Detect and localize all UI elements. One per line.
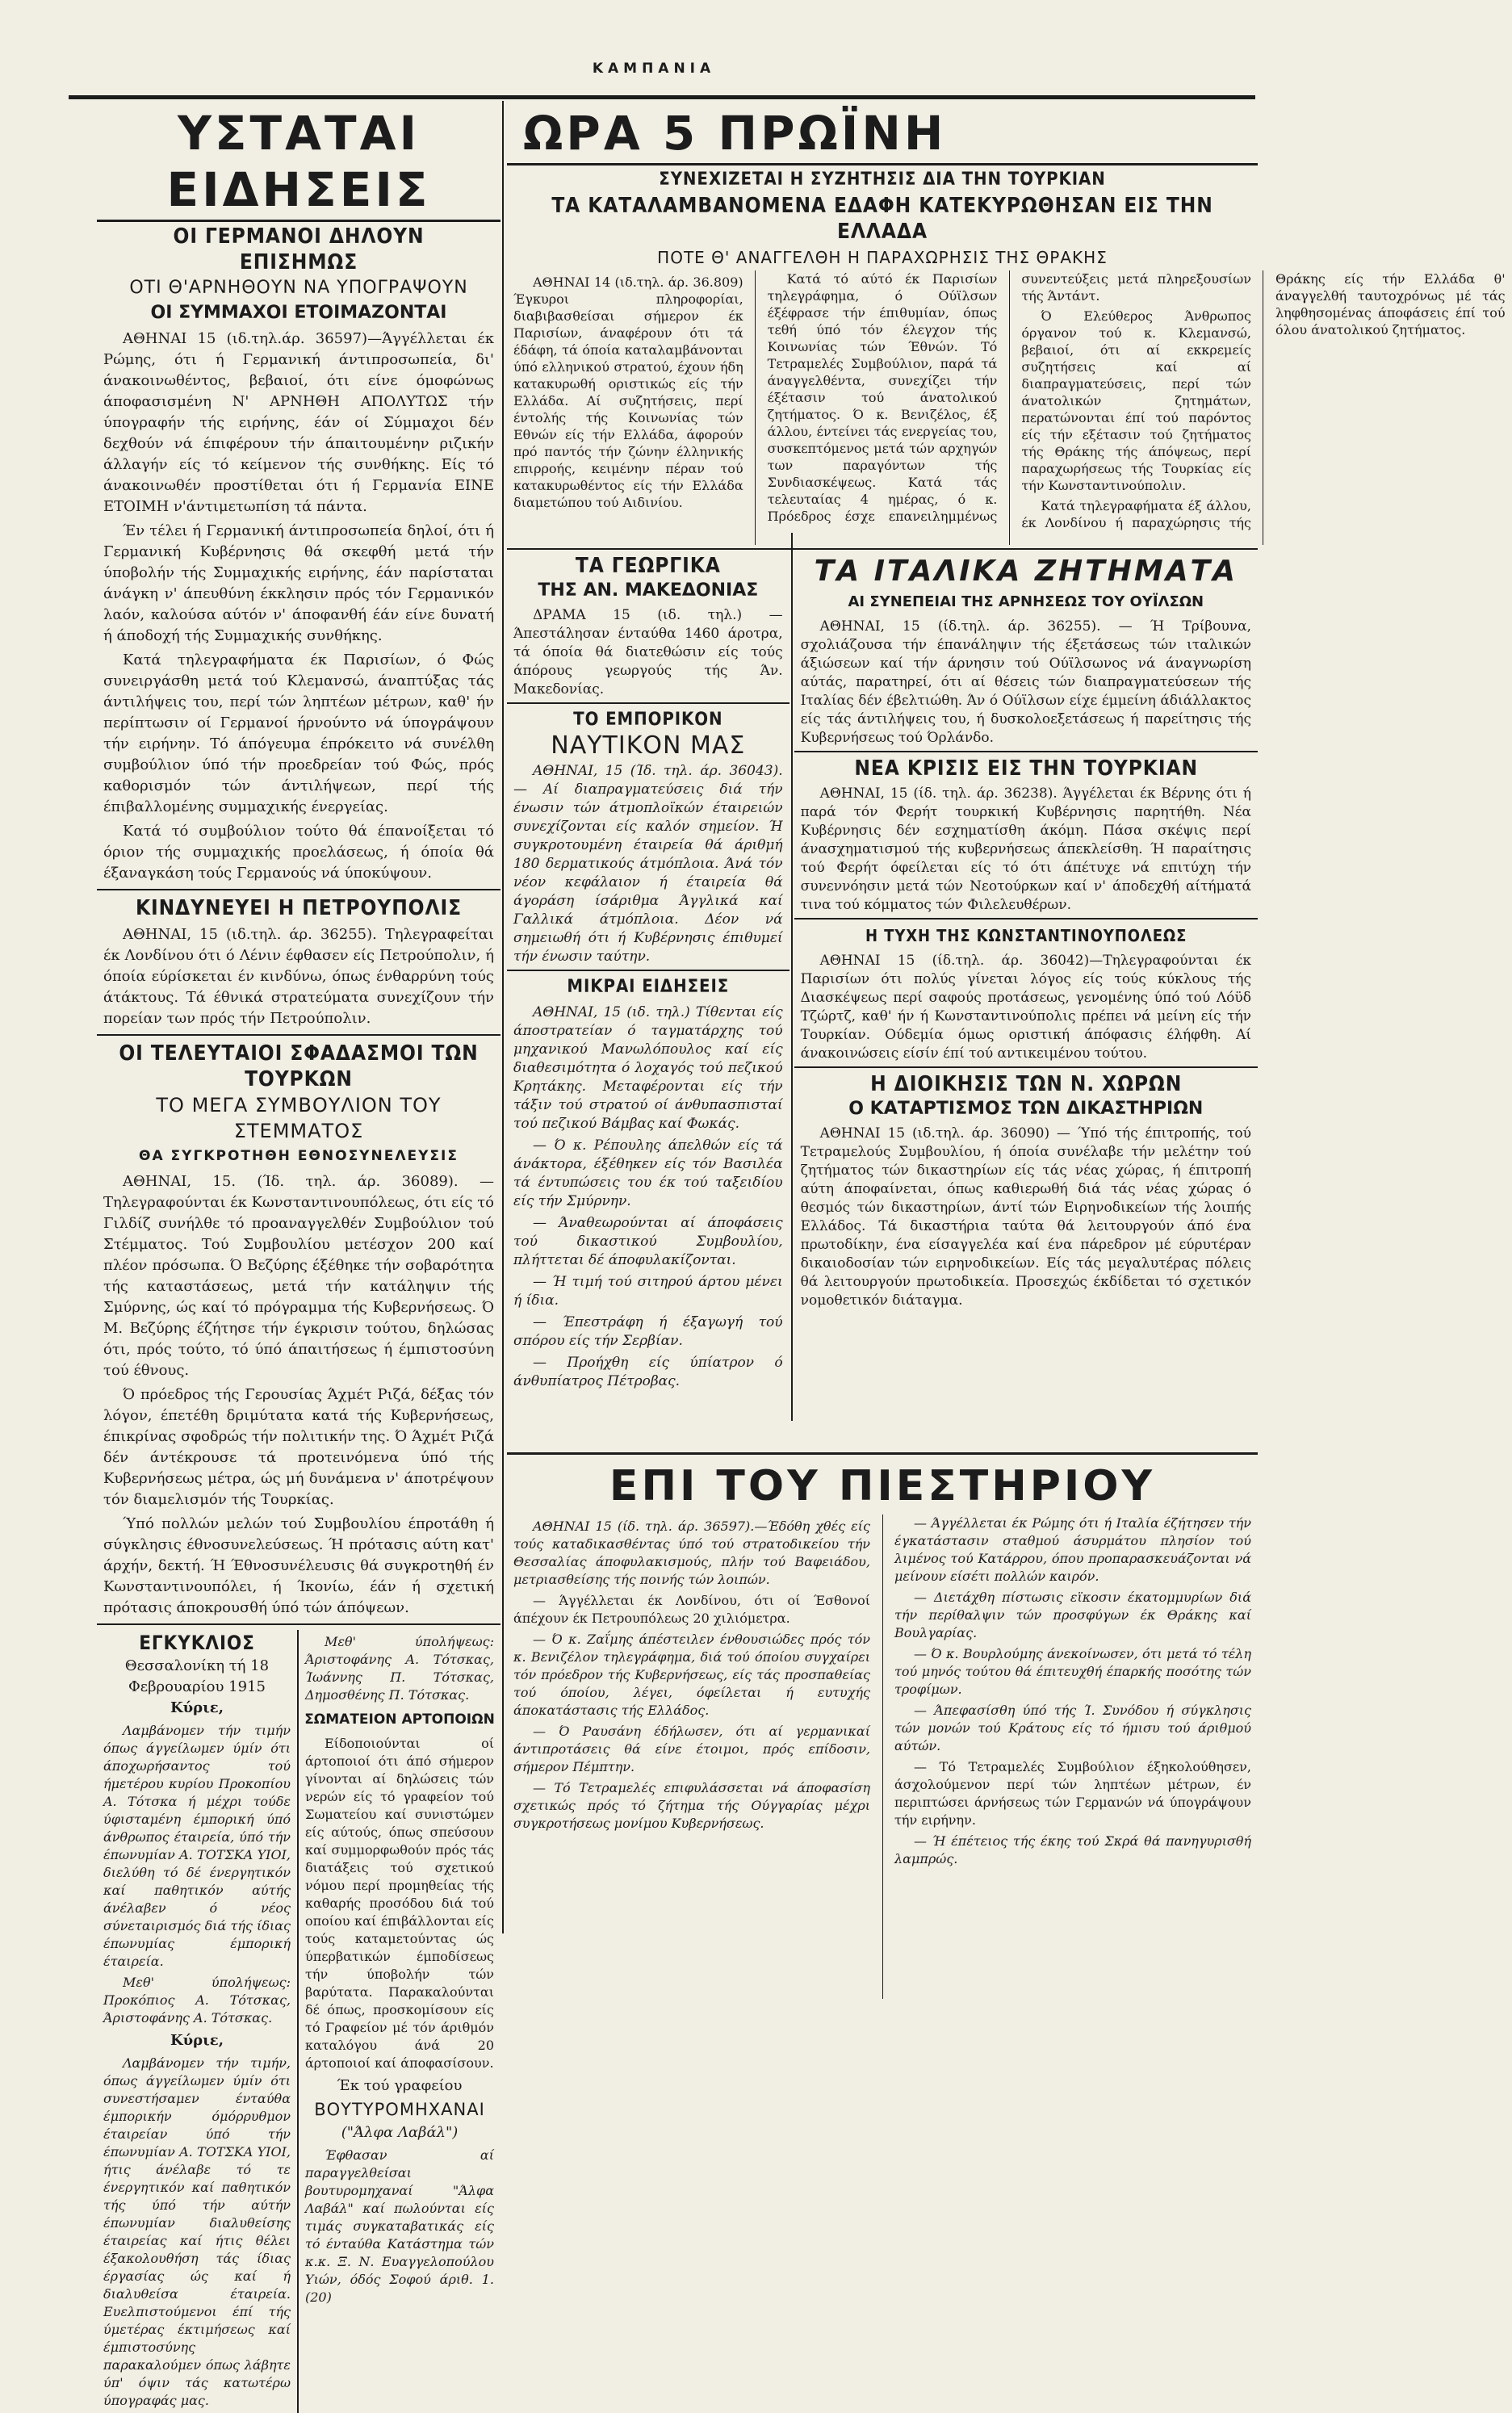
article-title: Η ΔΙΟΙΚΗΣΙΣ ΤΩΝ Ν. ΧΩΡΩΝ: [869, 1072, 1182, 1096]
article-title: ΣΥΝΕΧΙΖΕΤΑΙ Η ΣΥΖΗΤΗΣΙΣ ΔΙΑ ΤΗΝ ΤΟΥΡΚΙΑΝ: [659, 170, 1106, 190]
article-paragraph: ΑΘΗΝΑΙ 14 (ιδ.τηλ. άρ. 36.809) Έγκυροι πληροφορίαι, διαβιβασθείσαι σήμερον έκ Παρισίων, άναφέρουν ότι τά έδάφη, τά όποία καταλαμβάνονται ύπό ελληνικού στρατού, έχουν ήδη κατακυρωθή οριστικώς είς τήν Ελλάδα. Αί συζητήσεις, περί έντολής τής Κοινωνίας τών Εθνών είς τήν Ελλάδα, άφορούν πρό παντός τήν ζώνην έλληνικής επιρροής, κειμένην πέραν τού κατακυρωθέντος είς τήν Ελλάδα διαμετώπου τού Αιδινίου.: [513, 274, 743, 510]
article-paragraph: — Διετάχθη πίστωσις εϊκοσιν έκατομμυρίων διά τήν περίθαλψιν τών προσφύγων έκ Θράκης καί Βουλγαρίας.: [894, 1590, 1251, 1640]
notice-signature: Μεθ' ύπολήψεως: Άριστοφάνης Α. Τότσκας, Ίωάννης Π. Τότσκας, Δημοσθένης Π. Τότσκας.: [305, 1634, 494, 1703]
notice-signature: Μεθ' ύπολήψεως: Προκόπιος Α. Τότσκας, Άριστοφάνης Α. Τότσκας.: [103, 1975, 291, 2025]
article-subtitle: ΝΑΥΤΙΚΟΝ ΜΑΣ: [551, 731, 746, 760]
article-paragraph: ΑΘΗΝΑΙ 15 (ιδ.τηλ. άρ. 36090) — Ύπό τής έπιτροπής, τού Τετραμελούς Συμβουλίου, ή όποία συνέλαβε τήν μελέτην τού ζητήματος τών δικαστηρίων είς τάς νέας χώρας, ή έπιτροπή αύτη άποφαίνεται, όπως καθιερωθή διά τάς νέας χώρας ό θεσμός τών δικαστηρίων, άντί τών Ειρηνοδικείων τής λοιπής Ελλάδος. Τά δικαστήρια ταύτα θά λειτουργούν άπό ένα πρωτοδίκην, ένα είσαγγελέα καί ένα πάρεδρον μέ εύρυτέραν δικαιοδοσίαν τών ειρηνοδικείων. Είς τάς μεγαλυτέρας πόλεις θά λειτουργούν πρωτοδικεία. Προσεχώς έκδίδεται τό σχετικόν νομοθετικόν διάταγμα.: [800, 1125, 1251, 1309]
article-title: ΟΙ ΤΕΛΕΥΤΑΙΟΙ ΣΦΑΔΑΣΜΟΙ ΤΩΝ ΤΟΥΡΚΩΝ: [119, 1041, 479, 1091]
section-rule: [507, 702, 790, 704]
article-subtitle: ΤΗΣ ΑΝ. ΜΑΚΕΔΟΝΙΑΣ: [538, 580, 759, 601]
ad-title: ΒΟΥΤΥΡΟΜΗΧΑΝΑΙ: [314, 2100, 485, 2119]
article-paragraph: ΑΘΗΝΑΙ 15 (ίδ.τηλ. άρ. 36042)—Τηλεγραφούνται έκ Παρισίων ότι πολύς γίνεται λόγος είς τούς κύκλους τής Διασκέψεως περί σαφούς προτάσεως, γενομένης ύπό τού Λόϋδ Τζώρτζ, καθ' ήν ή Κωνσταντινούπολις πρέπει νά μείνη είς τήν Τουρκίαν. Ούδεμία όμως οριστική άπόφασις έλήφθη. Αί άνακοινώσεις είσίν έπί τού αντικειμένου τούτου.: [800, 953, 1251, 1062]
article-subtitle: ΟΤΙ Θ'ΑΡΝΗΘΟΥΝ ΝΑ ΥΠΟΓΡΑΨΟΥΝ: [129, 278, 468, 298]
article-paragraph: — Άγγέλλεται έκ Λονδίνου, ότι οί Έσθονοί άπέχουν έκ Πετρουπόλεως 20 χιλιόμετρα.: [513, 1593, 870, 1626]
article-paragraph: — Άγγέλλεται έκ Ρώμης ότι ή Ιταλία έζήτησεν τήν έγκατάστασιν σταθμού άσυρμάτου πλησίον τού λιμένος τού Κατάρρου, όπου προπαρασκευάζονται νά μείνουν είσέτι πολλών καιρόν.: [894, 1515, 1251, 1584]
article-turks: [97, 1041, 501, 1619]
article-paragraph: — Τό Τετραμελές επιφυλάσσεται νά άποφασίση σχετικώς πρός τό ζήτημα τής Ούγγαρίας μέχρι συγκροτήσεως μονίμου Κυβερνήσεως.: [513, 1780, 870, 1831]
notice-date: Θεσσαλονίκη τή 18 Φεβρουαρίου 1915: [124, 1657, 270, 1695]
left-bottom-right: [299, 1630, 501, 2413]
left-bottom-row: [97, 1630, 501, 2413]
bakers-title: ΣΩΜΑΤΕΙΟΝ ΑΡΤΟΠΟΙΩΝ: [304, 1711, 495, 1728]
article-paragraph: ΑΘΗΝΑΙ, 15 (Ίδ. τηλ. άρ. 36043). — Αί διαπραγματεύσεις διά τήν ένωσιν τών άτμοπλοϊκών έταιρειών συνεχίζονται είς καλόν σημείον. Ή συγκροτουμένη έταιρεία θά άριθμή 180 δερματικούς άτμόπλοια. Άνά τόν νέον κεφάλαιον ή έταιρεία θά άγοράση ίσάριθμα Άγγλικά καί Γαλλικά άτμόπλοια. Δέον νά σημειωθή ότι ή Κυβέρνησις έπιθυμεί τήν ένωσιν ταύτην.: [513, 763, 783, 965]
masthead: [48, 61, 1259, 93]
article-paragraph: ΑΘΗΝΑΙ 15 (ιδ.τηλ.άρ. 36597)—Άγγέλλεται έκ Ρώμης, ότι ή Γερμανική άντιπροσωπεία, δι' άνακοινωθέντος, βεβαιοί, ότι είνε όμοφώνως άποφασισμένη Ν' ΑΡΝΗΘΗ ΑΠΟΛΥΤΩΣ τήν ύπογραφήν τής ειρήνης, έάν οί Σύμμαχοι δέν δεχθούν νά έπιφέρουν τήν άπαιτουμένην ριζικήν άλλαγήν είς τό κείμενον τής συνθήκης. Είς τό άνακοινωθέν προστίθεται ότι ή Γερμανία ΕΙΝΕ ΕΤΟΙΜΗ ν'άντιμετωπίση τά πάντα.: [103, 330, 494, 515]
article-paragraph: — Ό Ραυσάνη έδήλωσεν, ότι αί γερμανικαί άντιπροτάσεις θά είνε έτοιμοι, πρός επίδοσιν, σήμερον Πέμπτην.: [513, 1724, 870, 1774]
article-paragraph: Έν τέλει ή Γερμανική άντιπροσωπεία δηλοί, ότι ή Γερμανική Κυβέρνησις θά σκεφθή μετά τήν ύποβολήν τής Συμμαχικής ειρήνης, έάν παρίσταται άνάγκη ν' άπευθύνη έκκλησιν πρός τόν Γερμανικόν λαόν, καλούσα αύτόν ν' άποφανθή έάν είνε δυνατή ή άποδοχή τής Συμμαχικής συνθήκης.: [103, 522, 494, 644]
masthead-name: ΚΑΜΠΑΝΙΑ: [592, 61, 716, 77]
article-subtitle: ΤΑ ΚΑΤΑΛΑΜΒΑΝΟΜΕΝΑ ΕΔΑΦΗ ΚΑΤΕΚΥΡΩΘΗΣΑΝ ΕΙΣ ΤΗΝ ΕΛΛΑΔΑ: [551, 194, 1213, 244]
article-paragraph: ΑΘΗΝΑΙ, 15 (ιδ. τηλ.) Τίθενται είς άποστρατείαν ό ταγματάρχης τού μηχανικού Μανωλόπουλος καί είς διαθεσιμότητα ό λοχαγός τού πεζικού Κρητάκης. Μεταφέρονται είς τήν τάξιν τού στρατού οί άνθυπασπισταί τού πεζικού Βάμβας καί Φωκάς.: [513, 1004, 783, 1132]
article-paragraph: Κατά τό συμβούλιον τούτο θά έπανοίξεται τό όριον τής συμμαχικής προελάσεως, ή όποία θά έξαναγκάση τούς Γερμανούς νά ύποκύψουν.: [103, 823, 494, 882]
col-rule-1: [502, 101, 504, 1933]
article-title: ΤΑ ΙΤΑΛΙΚΑ ΖΗΤΗΜΑΤΑ: [814, 555, 1238, 588]
bakers-signature: Έκ τού γραφείου: [337, 2077, 463, 2094]
article-subtitle-2: ΠΟΤΕ Θ' ΑΝΑΓΓΕΛΘΗ Η ΠΑΡΑΧΩΡΗΣΙΣ ΤΗΣ ΘΡΑΚΗΣ: [657, 248, 1108, 267]
article-paragraph: — Ό κ. Ζαΐμης άπέστειλεν ένθουσιώδες πρός τόν κ. Βενιζέλον τηλεγράφημα, διά τού όποίου συγχαίρει τόν πρόεδρον τής Κυβερνήσεως, είς τάς προσπαθείας τού όποίου, λέγει, όφείλεται ή ευτυχής άποκατάστασις τής Ελλάδος.: [513, 1632, 870, 1718]
article-germans: [97, 224, 501, 884]
article-title: ΜΙΚΡΑΙ ΕΙΔΗΣΕΙΣ: [567, 977, 730, 997]
article-paragraph: Ύπό πολλών μελών τού Συμβουλίου έπροτάθη ή σύγκλησις έθνοσυνελεύσεως. Ή πρότασις αύτη κατ' άρχήν, δεκτή. Ή Έθνοσυνέλευσις θά συγκροτηθή έν Κωνσταντινουπόλει, ή Ίκονίω, έάν ή σχετική πρότασις άποκρουσθή ύπό τών άπόψεων.: [103, 1515, 494, 1616]
article-paragraph: Κατά τό αύτό έκ Παρισίων τηλεγράφημα, ό Ούϊλσων έξέφρασε τήν έπιθυμίαν, όπως τεθή ύπό τόν έλεγχον τής Κοινωνίας τών Έθνών. Τό Τετραμελές Συμβούλιον, παρά τά άναγγελθέντα, συνεχίζει τήν έξέτασιν τού άνατολικού ζητήματος. Ό κ. Βενιζέλος, έξ άλλου, έντείνει τάς ενεργείας του, συσκεπτόμενος μετά τών αρχηγών των παραγόντων τής Συνδιασκέψεως. Κατά τάς τελευταίας 4 ημέρας, ό κ. Πρόεδρος έσχε επανειλημμένως συνεντεύξεις μετά πληρεξουσίων τής Άντάντ.: [767, 271, 1251, 524]
ad-subtitle: ("Άλφα Λαβάλ"): [341, 2124, 459, 2141]
left-column: [97, 105, 501, 2408]
section-rule: [507, 548, 1258, 550]
article-body: [507, 1514, 1258, 1999]
article-title: ΚΙΝΔΥΝΕΥΕΙ Η ΠΕΤΡΟΥΠΟΛΙΣ: [136, 896, 462, 920]
article-subtitle-2: ΟΙ ΣΥΜΜΑΧΟΙ ΕΤΟΙΜΑΖΟΝΤΑΙ: [150, 303, 447, 323]
article-paragraph: — Προήχθη είς ύπίατρον ό άνθυπίατρος Πέτροβας.: [513, 1355, 783, 1389]
article-subtitle-2: ΘΑ ΣΥΓΚΡΟΤΗΘΗ ΕΘΝΟΣΥΝΕΛΕΥΣΙΣ: [139, 1148, 459, 1164]
right-mid-left: [507, 553, 790, 1449]
ad-paragraph: Έφθασαν αί παραγγελθείσαι βουτυρομηχαναί "Άλφα Λαβάλ" καί πωλούνται είς τιμάς συγκαταβατικάς είς τό ένταύθα Κατάστημα τών κ.κ. Ξ. Ν. Ευαγγελοπούλου Υιών, όδός Σοφού άριθ. 1. (20): [305, 2147, 494, 2305]
article-title: ΤΟ ΕΜΠΟΡΙΚΟΝ: [573, 710, 723, 730]
article-paragraph: Κατά τηλεγραφήματα έκ Παρισίων, ό Φώς συνειργάσθη μετά τού Κλεμανσώ, άναπτύξας τάς άντιλήψεις του, περί τών ληπτέων μέτρων, καθ' ήν περίπτωσιν οί Γερμανοί ήρνούντο νά ύπογράψουν τήν ειρήνην. Τό άπόγευμα έπρόκειτο νά συνέλθη συμβούλιον ύπό τήν προεδρείαν τού Φώς, πρός καθορισμόν τών άντιλήψεων, περί τής έπιβαλλομένης συμμαχικής ένεργείας.: [103, 651, 494, 815]
section-rule: [507, 1452, 1258, 1455]
right-mid-right: [790, 553, 1258, 1449]
header-rule: [507, 163, 1258, 165]
section-rule: [794, 1066, 1258, 1068]
article-paragraph: Ό πρόεδρος τής Γερουσίας Άχμέτ Ριζά, δέξας τόν λόγον, έπετέθη δριμύτατα κατά τής Κυβερνήσεως, έπικρίνας σφοδρώς τήν πολιτικήν της. Ό Άχμέτ Ριζά δέν άντέκρουσε τά προτεινόμενα ύπό τής Κυβερνήσεως μέτρα, ώς μή δυνάμενα ν' άποτρέψουν τόν διαμελισμόν τής Τουρκίας.: [103, 1386, 494, 1508]
right-middle-row: [507, 553, 1258, 1449]
article-paragraph: — Τό Τετραμελές Συμβούλιον έξηκολούθησεν, άσχολούμενον περί τών ληπτέων μέτρων, έν περιπτώσει άρνήσεως τών Γερμανών νά ύπογράψουν τήν ειρήνην.: [894, 1759, 1251, 1828]
article-paragraph: Ό Ελεύθερος Άνθρωπος όργανον τού κ. Κλεμανσώ, βεβαιοί, ότι αί εκκρεμείς συζητήσεις καί αί διαπραγματεύσεις, περί τών άνατολικών ζητημάτων, περατώνονται έπί τού παρόντος είς τήν εξέτασιν τού ζητήματος τής Θράκης τής άπόψεως, περί παραχωρήσεως τής Τουρκίας είς τήν Κωνσταντινούπολιν.: [1021, 308, 1251, 493]
article-paragraph: — Ή τιμή τού σιτηρού άρτου μένει ή ίδια.: [513, 1274, 783, 1309]
article-subtitle: ΑΙ ΣΥΝΕΠΕΙΑΙ ΤΗΣ ΑΡΝΗΣΕΩΣ ΤΟΥ ΟΥΪΛΣΩΝ: [848, 593, 1204, 610]
circular-notice: [97, 1630, 299, 2413]
article-title: ΝΕΑ ΚΡΙΣΙΣ ΕΙΣ ΤΗΝ ΤΟΥΡΚΙΑΝ: [854, 756, 1198, 781]
article-paragraph: ΑΘΗΝΑΙ, 15 (ίδ.τηλ. άρ. 36255). — Ή Τρίβουνα, σχολιάζουσα τήν έπανάληψιν τής έξετάσεως τών ιταλικών άξιώσεων καί τήν άρνησιν τού Ούϊλσωνος νά άναγνωρίση αύτάς, παρατηρεί, ότι αί θέσεις τών διαπραγματεύσεων τής Ιταλίας δέν έβελτιώθη. Άν ό Ούϊλσων είχε έμμείνη άδιάλλακτος είς τάς άντιλήψεις του, ή δυσκολοεξετάσεως ή παρείτησις τής Κυβερνήσεως τού Όρλάνδο.: [800, 618, 1251, 746]
bakers-paragraph: Είδοποιούνται οί άρτοποιοί ότι άπό σήμερον γίνονται αί δηλώσεις τών νερών είς τό γραφείον τού Σωματείου καί συνιστώμεν είς αύτούς, όπως σπεύσουν καί συμμορφωθούν πρός τάς διατάξεις τού σχετικού νόμου περί προμηθείας τής καθαρής προσόδου διά τού οποίου καί έπιβάλλονται είς τούς καταμετούντας ώς ύπερβατικών έμποδίσεως τήν ύποβολήν τών βαρύτατα. Παρακαλούνται δέ όπως, προσκομίσουν είς τό Γραφείον μέ τόν άριθμόν καταλόγου άνά 20 άρτοποιοί καί άποφασίσουν.: [305, 1736, 494, 2071]
right-header: ΩΡΑ 5 ΠΡΩΪΝΗ: [523, 106, 947, 161]
notice-greeting: Κύριε,: [170, 2032, 224, 2049]
article-title: ΤΑ ΓΕΩΡΓΙΚΑ: [575, 554, 721, 578]
section-rule: [794, 751, 1258, 752]
notice-title: ΕΓΚΥΚΛΙΟΣ: [139, 1632, 255, 1654]
section-rule: [794, 918, 1258, 920]
notice-paragraph: Λαμβάνομεν τήν τιμήν όπως άγγείλωμεν ύμίν ότι άποχωρήσαντος τού ήμετέρου κυρίου Προκοπίου Α. Τότσκα ή μέχρι τούδε ύφισταμένη έμπορική ύπό άνθρωπος έταιρεία, ύπό τήν έπωνυμίαν Α. ΤΟΤΣΚΑ ΥΙΟΙ, διελύθη τό δέ ένεργητικόν καί παθητικόν αύτής άνέλαβεν ό νέος σύνεταιρισμός διά τής ίδιας έπωνυμίας έμπορική έταιρεία.: [103, 1723, 291, 1969]
article-title: ΕΠΙ ΤΟΥ ΠΙΕΣΤΗΡΙΟΥ: [609, 1462, 1156, 1510]
article-paragraph: — Ή έπέτειος τής έκης τού Σκρά θά πανηγυρισθή λαμπρώς.: [894, 1833, 1251, 1866]
header-rule: [97, 220, 501, 222]
article-paragraph: ΑΘΗΝΑΙ, 15 (ιδ.τηλ. άρ. 36255). Τηλεγραφείται έκ Λονδίνου ότι ό Λένιν έφθασεν είς Πετρούπολιν, ή όποία εύρίσκεται έν κινδύνω, όπως ένθαρρύνη τούς άτάκτους. Τά έθνικά στρατεύματα συνεχίζουν τήν πορείαν των πρός τήν Πετρούπολιν.: [103, 926, 494, 1027]
section-rule: [97, 889, 501, 890]
article-paragraph: ΑΘΗΝΑΙ, 15. (Ίδ. τηλ. άρ. 36089). — Τηλεγραφούνται έκ Κωνσταντινουπόλεως, ότι είς τό Γιλδίζ συνήλθε τό προαναγγελθέν Συμβούλιον τού Στέμματος. Τού Συμβουλίου μετέσχον 200 καί πλέον πρόσωπα. Ό Βεζύρης έξέθηκε τήν σοβαρότητα τής καταστάσεως, μετά τήν κατάληψιν τής Σμύρνης, ώς καί τό πρόγραμμα τής Κυβερνήσεως. Ό Μ. Βεζύρης έζήτησε τήν έγκρισιν τούτου, δηλώσας ότι, πρός τούτο, τό ύπό άπαιτήσεως ή έμπιστοσύνη τού έθνους.: [103, 1173, 494, 1379]
article-paragraph: — Άναθεωρούνται αί άποφάσεις τού δικαστικού Συμβουλίου, πλήττεται δέ άποφυλακίζονται.: [513, 1215, 783, 1268]
article-title: Η ΤΥΧΗ ΤΗΣ ΚΩΝΣΤΑΝΤΙΝΟΥΠΟΛΕΩΣ: [865, 926, 1187, 945]
notice-paragraph: Λαμβάνομεν τήν τιμήν, όπως άγγείλωμεν ύμίν ότι συνεστήσαμεν ένταύθα έμπορικήν όμόρρυθμον έταιρείαν ύπό τήν έπωνυμίαν Α. ΤΟΤΣΚΑ ΥΙΟΙ, ήτις άνέλαβε τό τε ένεργητικόν καί παθητικόν τής ύπό τήν αύτήν έπωνυμίαν διαλυθείσης έταιρείας καί ήτις θέλει έξακολουθήση τάς ίδιας έργασίας ώς καί ή διαλυθείσα έταιρεία. Ευελπιστούμενοι έπί τής ύμετέρας έκτιμήσεως καί έμπιστοσύνης παρακαλούμεν όπως λάβητε ύπ' όψιν τάς κατωτέρω ύπογραφάς μας.: [103, 2055, 291, 2408]
section-rule: [97, 1623, 501, 1625]
article-subtitle: ΤΟ ΜΕΓΑ ΣΥΜΒΟΥΛΙΟΝ ΤΟΥ ΣΤΕΜΜΑΤΟΣ: [156, 1094, 442, 1142]
article-paragraph: — Έπεστράφη ή έξαγωγή τού σπόρου είς τήν Σερβίαν.: [513, 1314, 783, 1349]
article-paragraph: ΑΘΗΝΑΙ 15 (ίδ. τηλ. άρ. 36597).—Έδόθη χθές είς τούς καταδικασθέντας ύπό τού στρατοδικείου τήν Θεσσαλίας άποφυλακισμούς, πλήν τού Βαφειάδου, μετριασθείσης τής ποινής τών λοιπών.: [513, 1519, 870, 1587]
notice-greeting: Κύριε,: [170, 1699, 224, 1716]
section-rule: [507, 970, 790, 971]
article-petroupolis: [97, 895, 501, 1029]
article-paragraph: ΔΡΑΜΑ 15 (ιδ. τηλ.) — Άπεστάλησαν ένταύθα 1460 άροτρα, τά όποία θά διατεθώσιν είς τούς άπόρους γεωργούς τής Άν. Μακεδονίας.: [513, 607, 783, 698]
article-paragraph: ΑΘΗΝΑΙ, 15 (ίδ. τηλ. άρ. 36238). Άγγέλεται έκ Βέρνης ότι ή παρά τόν Φερήτ τουρκική Κυβέρνησις παρητήθη. Νέα Κυβέρνησις δέν εσχηματίσθη άκόμη. Πάσα σκέψις περί άνασχηματισμού τής κυβερνήσεως άπεκλείσθη. Ή παραίτησις τού Φερήτ όφείλεται είς τό ότι άπέτυχε νά επιτύχη τήν συνεννόησιν μετά τών Νεοτούρκων καί ν' άποδεχθή αίτήματά τινα τού κόμματος τών Φιλελευθέρων.: [800, 785, 1251, 913]
article-press: [507, 1458, 1258, 1999]
section-rule: [97, 1034, 501, 1036]
article-paragraph: — Ό κ. Ρέπουλης άπελθών είς τά άνάκτορα, έξέθηκεν είς τόν Βασιλέα τά έντυπώσεις του έκ τού ταξειδίου είς τήν Σμύρνην.: [513, 1137, 783, 1209]
masthead-rule: [69, 95, 1255, 99]
article-paragraph: — Άπεφασίσθη ύπό τής Ί. Συνόδου ή σύγκλησις τών μονών τού Κράτους είς τό ήμισυ τού άριθμού αύτών.: [894, 1703, 1251, 1753]
article-paragraph: — Ό κ. Βουρλούμης άνεκοίνωσεν, ότι μετά τό τέλη τού μηνός τούτου θά έπιτευχθή έπαρκής ποσότης τών τροφίμων.: [894, 1646, 1251, 1697]
article-turkey-talks: [507, 167, 1506, 545]
article-subtitle: Ο ΚΑΤΑΡΤΙΣΜΟΣ ΤΩΝ ΔΙΚΑΣΤΗΡΙΩΝ: [848, 1099, 1204, 1119]
right-column: [507, 105, 1506, 1929]
article-title: ΟΙ ΓΕΡΜΑΝΟΙ ΔΗΛΟΥΝ ΕΠΙΣΗΜΩΣ: [173, 224, 425, 274]
article-paragraph: Κατά τηλεγραφήματα έξ άλλου, έκ Λονδίνου ή παραχώρησις τής Θράκης είς τήν Ελλάδα θ' άναγγελθή ταυτοχρόνως μέ τάς ληφθησομένας άποφάσεις έπί τού όλου άνατολικού ζητήματος.: [1021, 271, 1506, 530]
article-body: [507, 270, 1506, 545]
left-header: ΥΣΤΑΤΑΙ ΕΙΔΗΣΕΙΣ: [166, 106, 431, 217]
